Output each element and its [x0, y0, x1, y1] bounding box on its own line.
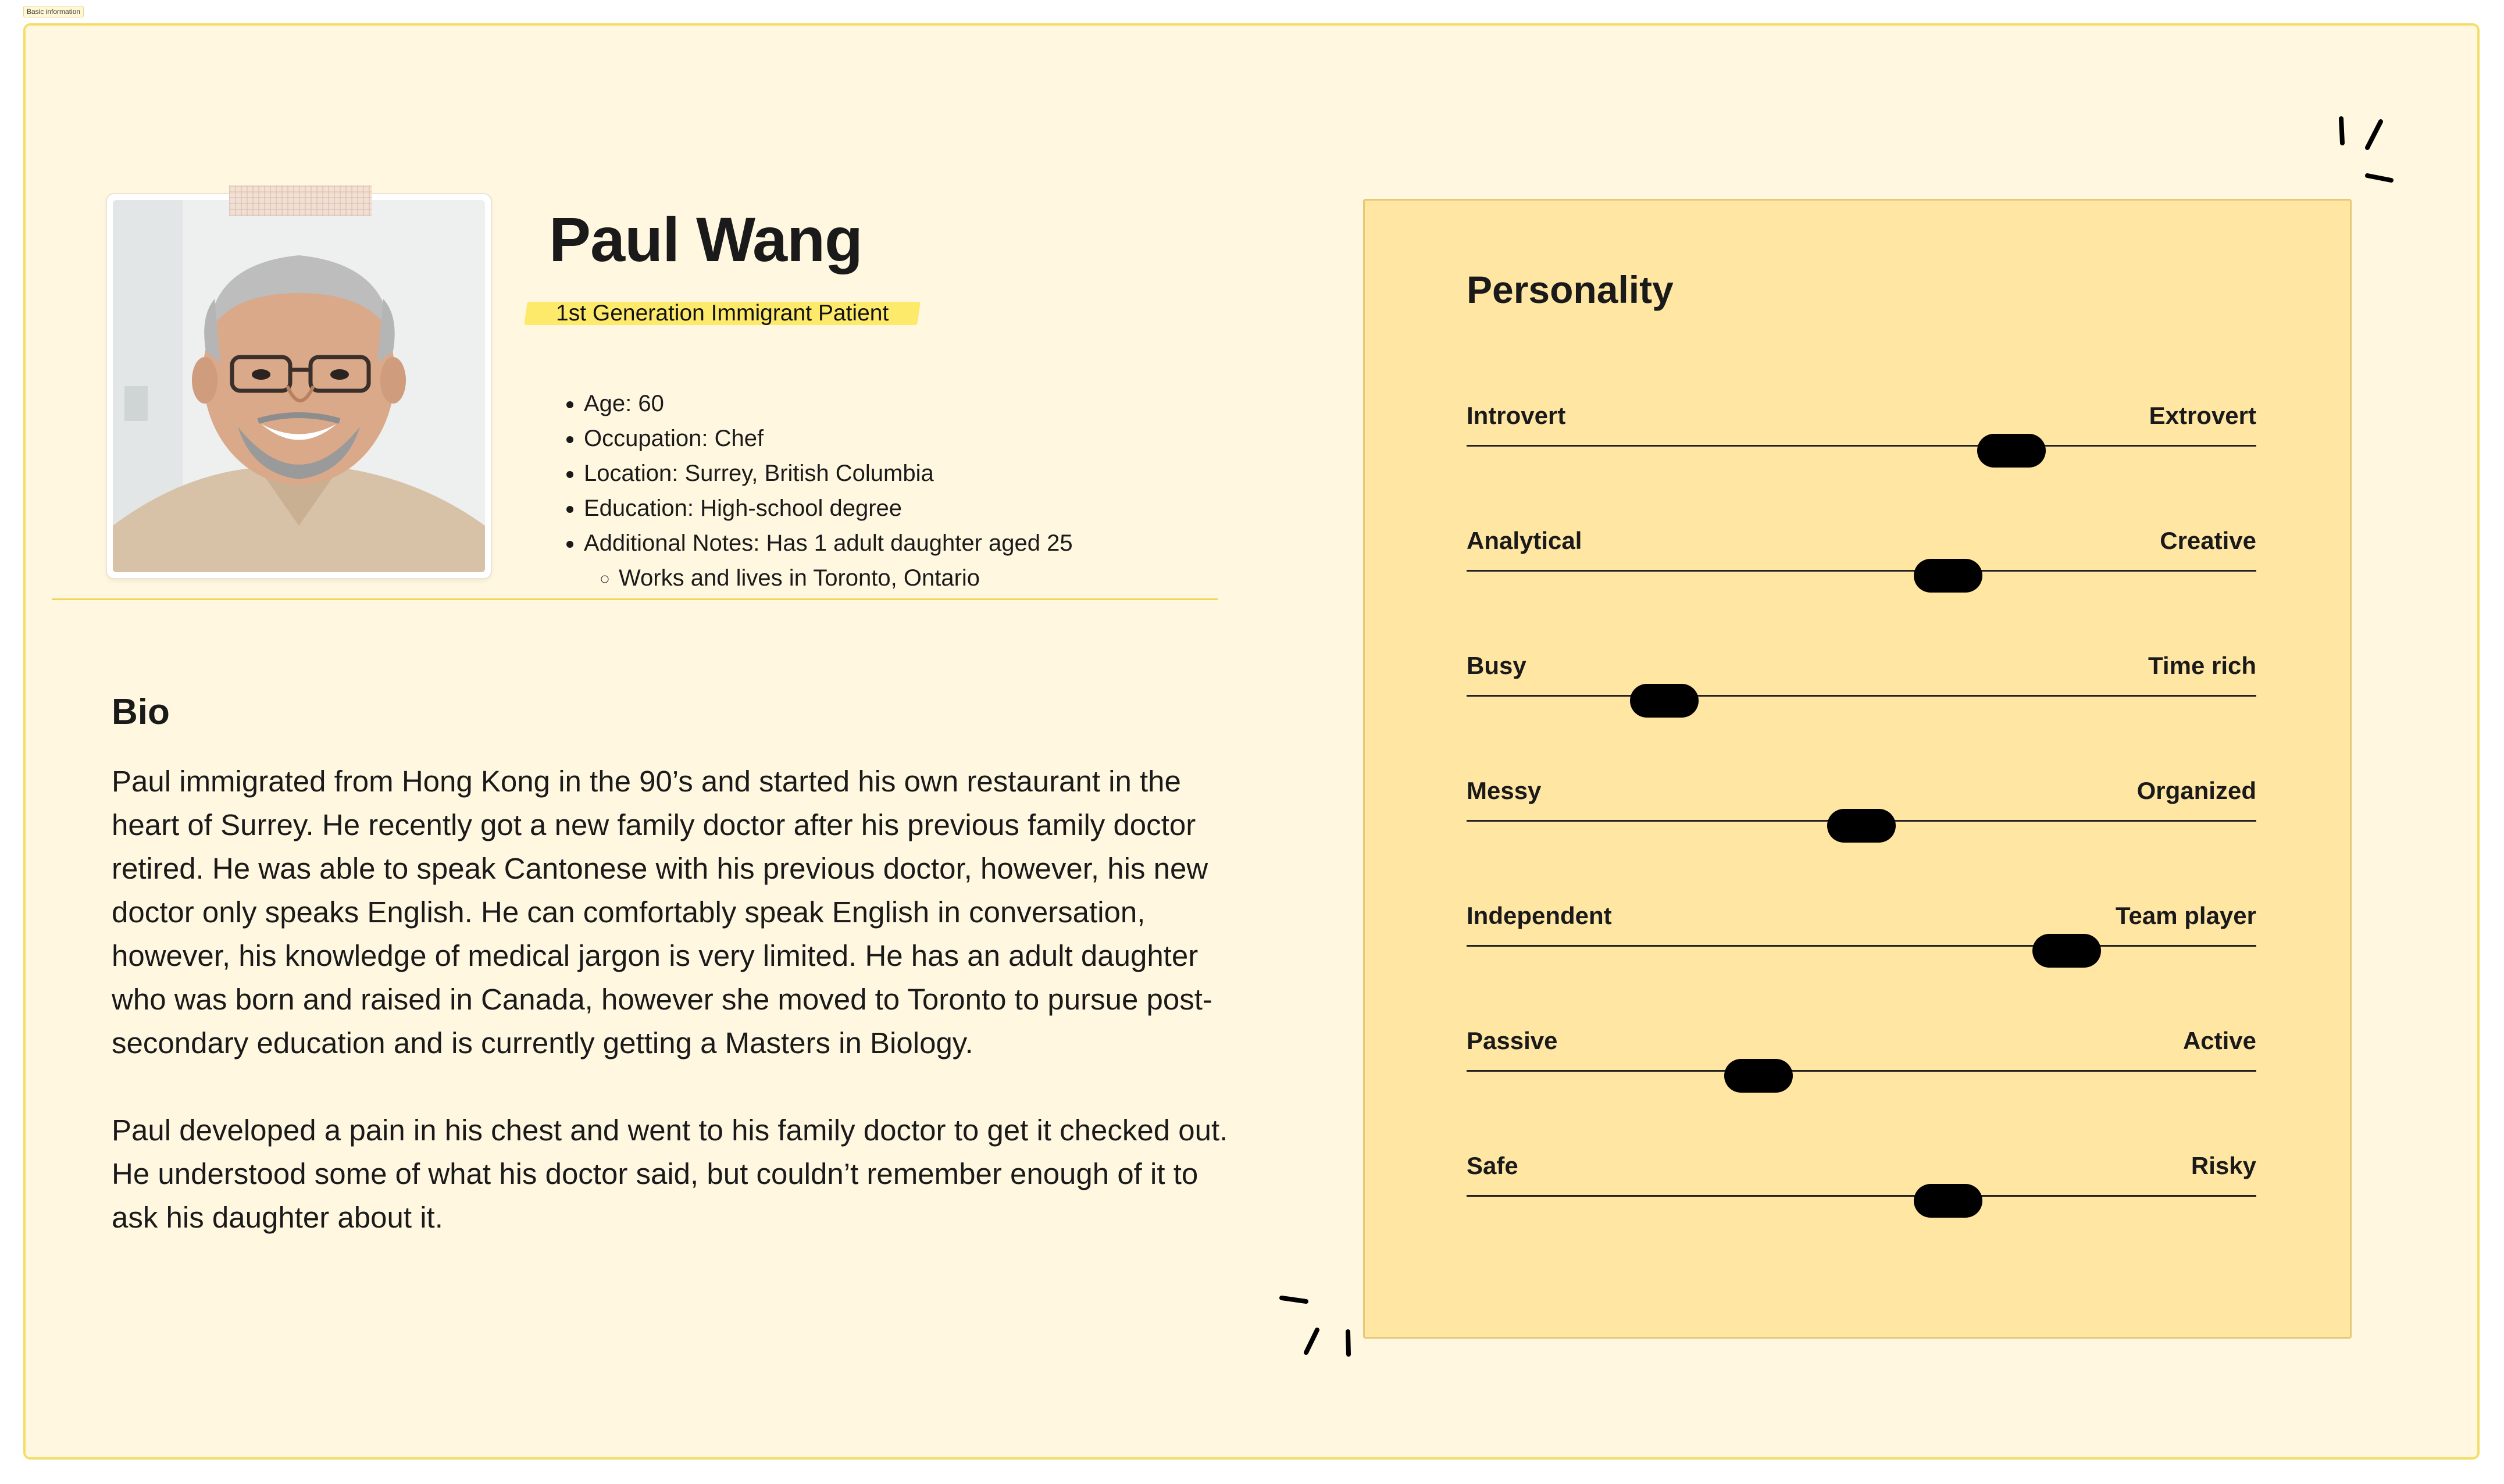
- section-divider: [52, 598, 1218, 600]
- trait-handle[interactable]: [1914, 1184, 1982, 1218]
- trait-left-label: Busy: [1467, 652, 1526, 679]
- photo-tape: [229, 186, 372, 216]
- sparkle-top-right-icon: [2314, 113, 2430, 217]
- trait-right-label: Organized: [2136, 777, 2256, 804]
- trait-handle[interactable]: [2032, 934, 2101, 968]
- trait-slider[interactable]: [1467, 651, 2256, 709]
- trait-slider[interactable]: [1467, 526, 2256, 584]
- trait-handle[interactable]: [1827, 809, 1896, 843]
- portrait-image: [113, 200, 485, 572]
- fact-notes: [584, 526, 1073, 595]
- fact-sub-note: ◦ Works and lives in Toronto, Ontario: [619, 561, 1073, 595]
- personality-card: [1363, 199, 2352, 1339]
- frame-label: Basic information: [23, 6, 84, 17]
- trait-track[interactable]: [1467, 1195, 2256, 1197]
- trait-slider[interactable]: [1467, 776, 2256, 834]
- trait-track[interactable]: [1467, 695, 2256, 697]
- fact-occupation: • Occupation: Chef: [584, 421, 1073, 456]
- personality-title: Personality: [1467, 268, 1674, 311]
- trait-left-label: Introvert: [1467, 402, 1566, 429]
- trait-left-label: Safe: [1467, 1152, 1518, 1179]
- trait-slider[interactable]: [1467, 401, 2256, 459]
- trait-handle[interactable]: [1977, 434, 2046, 468]
- fact-age: • Age: 60: [584, 386, 1073, 421]
- bio-paragraph-1: Paul immigrated from Hong Kong in the 90’s and started his own restaurant in the heart of Surrey. He recently got a new family doctor after his previous family doctor retired. He was able to speak Cantonese with his previous doctor, however, his new doctor only speaks English. He can comfortably speak English in conversation, however, his knowledge of medical jargon is very limited. He has an adult daughter who was born and raised in Canada, however she moved to Toronto to pursue post-secondary education and is currently getting a Masters in Biology.: [112, 765, 1212, 1060]
- fact-location: • Location: Surrey, British Columbia: [584, 456, 1073, 491]
- persona-tag: [524, 302, 921, 325]
- trait-right-label: Extrovert: [2149, 402, 2256, 429]
- basic-information-frame: [23, 23, 2480, 1460]
- trait-slider[interactable]: [1467, 1026, 2256, 1085]
- trait-left-label: Analytical: [1467, 527, 1582, 554]
- bio-title: Bio: [112, 692, 170, 732]
- trait-handle[interactable]: [1914, 559, 1982, 593]
- bio-paragraph-2: Paul developed a pain in his chest and went to his family doctor to get it checked out. He understood some of what his doctor said, but couldn’t remember enough of it to ask his daughter about it.: [112, 1114, 1228, 1234]
- persona-name: Paul Wang: [549, 204, 863, 274]
- trait-right-label: Team player: [2115, 902, 2256, 929]
- trait-handle[interactable]: [1630, 684, 1699, 718]
- trait-track[interactable]: [1467, 945, 2256, 947]
- trait-left-label: Independent: [1467, 902, 1612, 929]
- persona-facts: [561, 386, 1073, 595]
- trait-track[interactable]: [1467, 445, 2256, 447]
- profile-photo: [107, 194, 491, 578]
- fact-education: • Education: High-school degree: [584, 491, 1073, 526]
- trait-right-label: Active: [2182, 1027, 2256, 1054]
- trait-slider[interactable]: [1467, 1151, 2256, 1210]
- trait-track[interactable]: [1467, 570, 2256, 572]
- trait-right-label: Creative: [2160, 527, 2256, 554]
- trait-right-label: Risky: [2191, 1152, 2256, 1179]
- trait-track[interactable]: [1467, 1070, 2256, 1072]
- trait-left-label: Messy: [1467, 777, 1542, 804]
- trait-slider[interactable]: [1467, 901, 2256, 959]
- trait-handle[interactable]: [1724, 1059, 1793, 1093]
- trait-left-label: Passive: [1467, 1027, 1558, 1054]
- persona-tag-label: 1st Generation Immigrant Patient: [556, 301, 889, 326]
- sparkle-bottom-left-icon: [1276, 1287, 1392, 1392]
- trait-right-label: Time rich: [2148, 652, 2256, 679]
- fact-notes-text: Additional Notes: Has 1 adult daughter aged 25: [584, 530, 1073, 556]
